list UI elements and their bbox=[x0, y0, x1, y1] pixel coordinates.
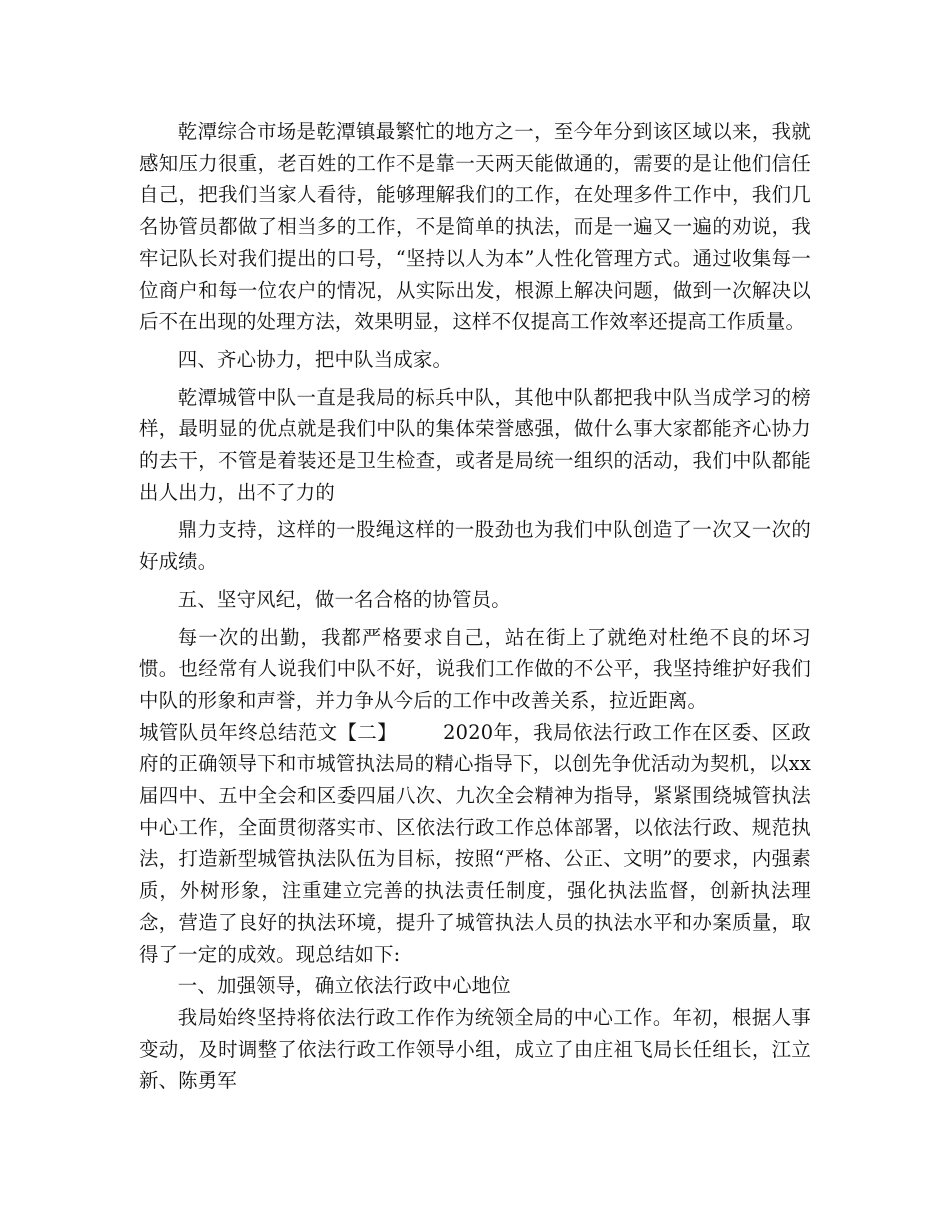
document-body bbox=[139, 116, 811, 1097]
section-title: 城管队员年终总结范文【二】 bbox=[139, 720, 398, 744]
paragraph-team: 乾潭城管中队一直是我局的标兵中队，其他中队都把我中队当成学习的榜样，最明显的优点就是我们中队的集体荣誉感强，做什么事大家都能齐心协力的去干，不管是着装还是卫生检查，或者是局统一组织的活动，我们中队都能出人出力，出不了力的 bbox=[139, 385, 811, 504]
heading-four: 四、齐心协力，把中队当成家。 bbox=[177, 347, 453, 371]
paragraph-summary: 2020年，我局依法行政工作在区委、区政府的正确领导下和市城管执法局的精心指导下，以创先争优活动为契机，以xx届四中、五中全会和区委四届八次、九次全会精神为指导，紧紧围绕城管执法中心工作，全面贯彻落实市、区依法行政工作总体部署，以依法行政、规范执法，打造新型城管执法队伍为目标，按照“严格、公正、文明”的要求，内强素质，外树形象，注重建立完善的执法责任制度，强化执法监督，创新执法理念，营造了良好的执法环境，提升了城管执法人员的执法水平和办案质量，取得了一定的成效。现总结如下: bbox=[139, 720, 811, 966]
heading-one: 一、加强领导，确立依法行政中心地位 bbox=[177, 974, 511, 998]
paragraph-section-two bbox=[139, 717, 811, 971]
paragraph-market: 乾潭综合市场是乾潭镇最繁忙的地方之一，至今年分到该区域以来，我就感知压力很重，老百姓的工作不是靠一天两天能做通的，需要的是让他们信任自己，把我们当家人看待，能够理解我们的工作，在处理多件工作中，我们几名协管员都做了相当多的工作，不是简单的执法，而是一遍又一遍的劝说，我牢记队长对我们提出的口号，“坚持以人为本”人性化管理方式。通过收集每一位商户和每一位农户的情况，从实际出发，根源上解决问题，做到一次解决以后不在出现的处理方法，效果明显，这样不仅提高工作效率还提高工作质量。 bbox=[139, 120, 811, 334]
paragraph-leadership: 我局始终坚持将依法行政工作作为统领全局的中心工作。年初，根据人事变动，及时调整了依法行政工作领导小组，成立了由庄祖飞局长任组长，江立新、陈勇军 bbox=[139, 1005, 811, 1093]
paragraph-duty: 每一次的出勤，我都严格要求自己，站在街上了就绝对杜绝不良的坏习惯。也经常有人说我们中队不好，说我们工作做的不公平，我坚持维护好我们中队的形象和声誉，并力争从今后的工作中改善关系，拉近距离。 bbox=[139, 625, 811, 712]
heading-five: 五、坚守风纪，做一名合格的协管员。 bbox=[177, 587, 511, 611]
paragraph-support: 鼎力支持，这样的一股绳这样的一股劲也为我们中队创造了一次又一次的好成绩。 bbox=[139, 518, 811, 574]
